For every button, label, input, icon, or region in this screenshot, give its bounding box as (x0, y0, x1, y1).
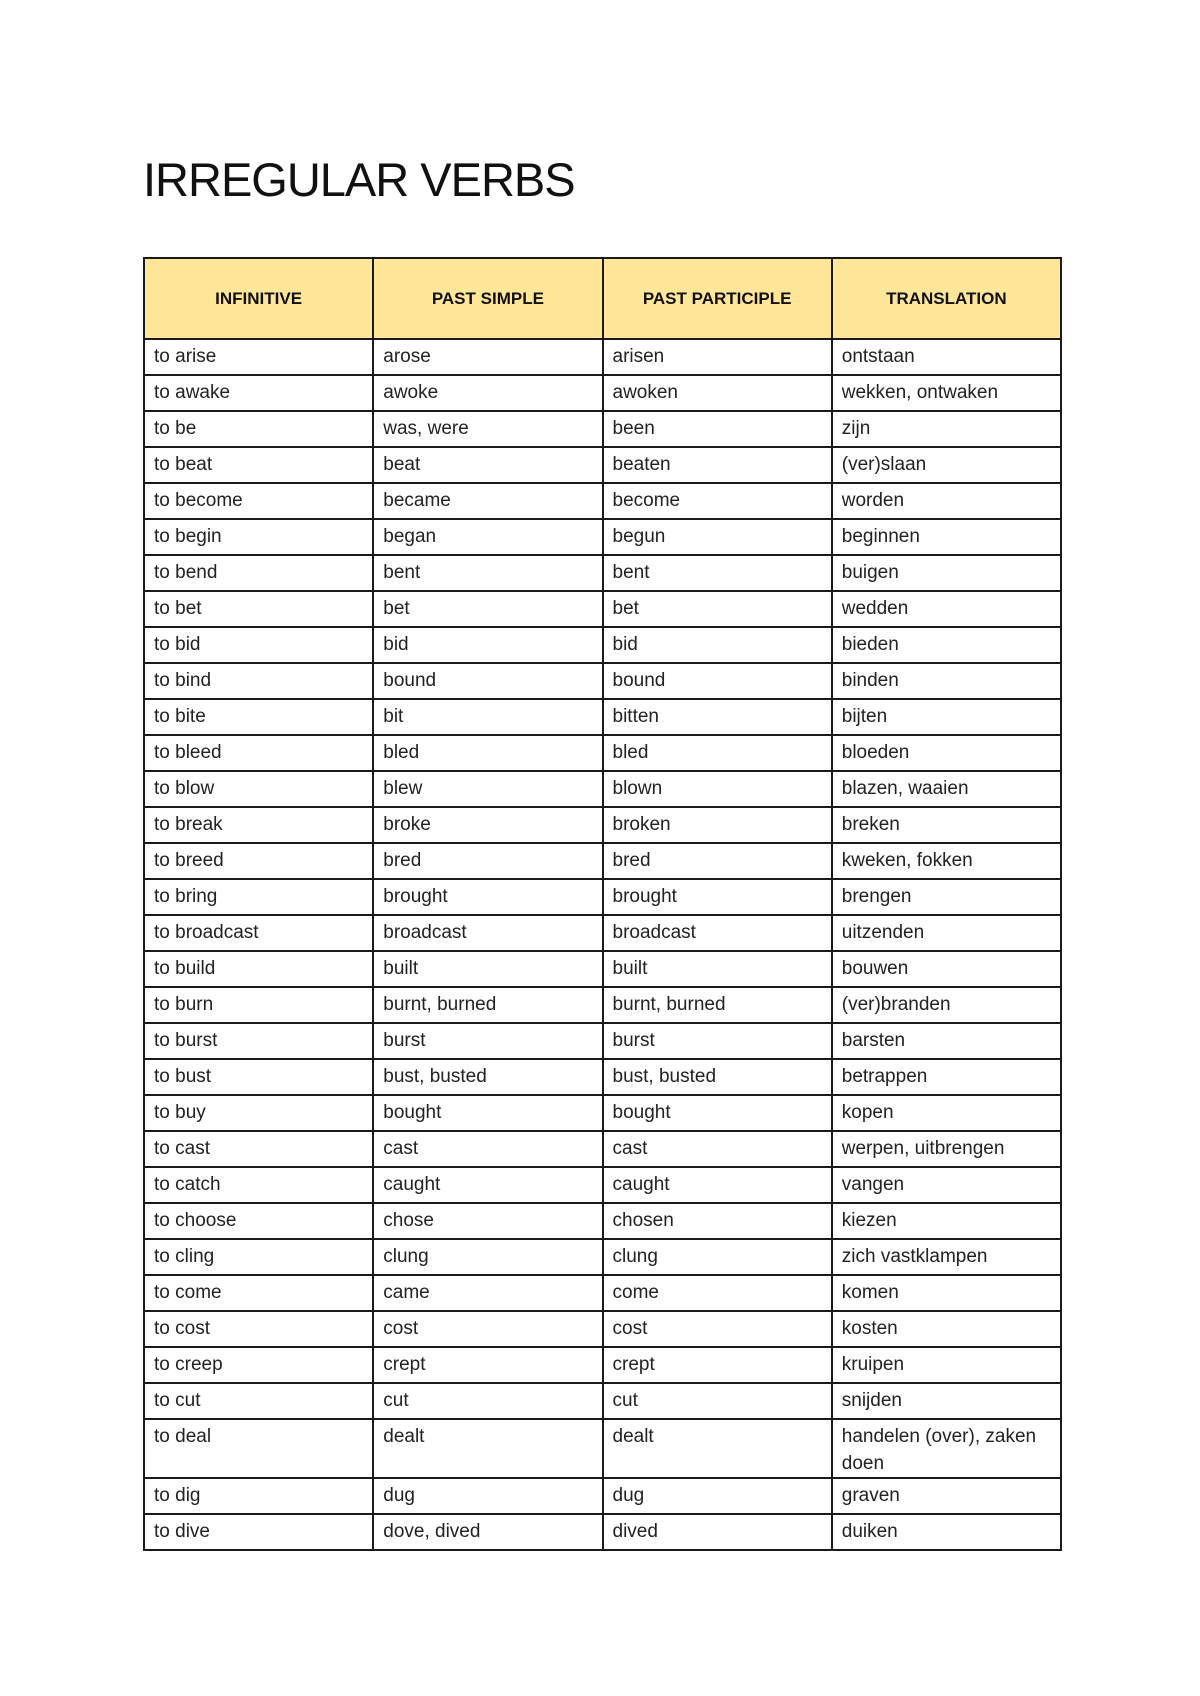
cell-infinitive: to dig (144, 1478, 373, 1514)
cell-past-simple: arose (373, 339, 602, 375)
table-row (144, 735, 1061, 771)
cell-translation: zich vastklampen (832, 1239, 1061, 1275)
table-body (144, 339, 1061, 1550)
cell-translation: werpen, uitbrengen (832, 1131, 1061, 1167)
table-row (144, 663, 1061, 699)
cell-past-simple: bit (373, 699, 602, 735)
cell-translation: duiken (832, 1514, 1061, 1550)
cell-infinitive: to burst (144, 1023, 373, 1059)
cell-infinitive: to bid (144, 627, 373, 663)
cell-past-participle: arisen (603, 339, 832, 375)
table-row (144, 807, 1061, 843)
table-row (144, 1131, 1061, 1167)
cell-past-simple: blew (373, 771, 602, 807)
table-row (144, 1478, 1061, 1514)
cell-translation: kweken, fokken (832, 843, 1061, 879)
table-row (144, 843, 1061, 879)
table-row (144, 1095, 1061, 1131)
cell-past-participle: crept (603, 1347, 832, 1383)
cell-infinitive: to choose (144, 1203, 373, 1239)
cell-translation: kosten (832, 1311, 1061, 1347)
cell-translation: wekken, ontwaken (832, 375, 1061, 411)
cell-infinitive: to cast (144, 1131, 373, 1167)
table-row (144, 1167, 1061, 1203)
cell-infinitive: to breed (144, 843, 373, 879)
table-row (144, 1383, 1061, 1419)
cell-infinitive: to build (144, 951, 373, 987)
cell-past-participle: come (603, 1275, 832, 1311)
cell-infinitive: to cling (144, 1239, 373, 1275)
cell-translation: kopen (832, 1095, 1061, 1131)
cell-past-participle: been (603, 411, 832, 447)
cell-infinitive: to become (144, 483, 373, 519)
cell-past-participle: begun (603, 519, 832, 555)
cell-past-participle: broadcast (603, 915, 832, 951)
cell-infinitive: to bust (144, 1059, 373, 1095)
cell-translation: barsten (832, 1023, 1061, 1059)
table-row (144, 627, 1061, 663)
cell-translation: blazen, waaien (832, 771, 1061, 807)
cell-translation: zijn (832, 411, 1061, 447)
cell-past-participle: awoken (603, 375, 832, 411)
cell-past-simple: bust, busted (373, 1059, 602, 1095)
cell-infinitive: to come (144, 1275, 373, 1311)
cell-past-participle: clung (603, 1239, 832, 1275)
cell-past-simple: burnt, burned (373, 987, 602, 1023)
table-row (144, 1347, 1061, 1383)
cell-past-participle: bid (603, 627, 832, 663)
table-row (144, 771, 1061, 807)
cell-past-participle: become (603, 483, 832, 519)
table-row (144, 699, 1061, 735)
cell-translation: uitzenden (832, 915, 1061, 951)
table-header-row (144, 258, 1061, 339)
cell-past-simple: bled (373, 735, 602, 771)
cell-translation: kruipen (832, 1347, 1061, 1383)
cell-past-participle: dug (603, 1478, 832, 1514)
table-row (144, 375, 1061, 411)
cell-past-participle: bent (603, 555, 832, 591)
cell-past-simple: came (373, 1275, 602, 1311)
cell-past-simple: chose (373, 1203, 602, 1239)
table-row (144, 951, 1061, 987)
cell-infinitive: to catch (144, 1167, 373, 1203)
cell-past-simple: bred (373, 843, 602, 879)
cell-past-participle: chosen (603, 1203, 832, 1239)
cell-translation: (ver)branden (832, 987, 1061, 1023)
cell-infinitive: to bring (144, 879, 373, 915)
table-row (144, 411, 1061, 447)
table-row (144, 987, 1061, 1023)
table-row (144, 339, 1061, 375)
table-row (144, 1059, 1061, 1095)
cell-past-simple: built (373, 951, 602, 987)
cell-past-participle: dived (603, 1514, 832, 1550)
header-translation: TRANSLATION (832, 258, 1061, 339)
cell-past-simple: began (373, 519, 602, 555)
cell-past-simple: bound (373, 663, 602, 699)
cell-translation: worden (832, 483, 1061, 519)
cell-translation: komen (832, 1275, 1061, 1311)
cell-past-simple: became (373, 483, 602, 519)
table-row (144, 1023, 1061, 1059)
cell-infinitive: to bleed (144, 735, 373, 771)
cell-infinitive: to dive (144, 1514, 373, 1550)
cell-past-simple: clung (373, 1239, 602, 1275)
cell-translation: buigen (832, 555, 1061, 591)
cell-translation: vangen (832, 1167, 1061, 1203)
cell-translation: graven (832, 1478, 1061, 1514)
table-row (144, 1275, 1061, 1311)
cell-infinitive: to bite (144, 699, 373, 735)
cell-infinitive: to creep (144, 1347, 373, 1383)
cell-past-participle: bust, busted (603, 1059, 832, 1095)
cell-infinitive: to awake (144, 375, 373, 411)
header-past-simple: PAST SIMPLE (373, 258, 602, 339)
cell-translation: snijden (832, 1383, 1061, 1419)
cell-past-participle: bitten (603, 699, 832, 735)
cell-past-simple: bent (373, 555, 602, 591)
cell-past-participle: cost (603, 1311, 832, 1347)
cell-past-simple: burst (373, 1023, 602, 1059)
cell-infinitive: to beat (144, 447, 373, 483)
cell-translation: brengen (832, 879, 1061, 915)
cell-past-participle: broken (603, 807, 832, 843)
cell-infinitive: to break (144, 807, 373, 843)
cell-past-participle: dealt (603, 1419, 832, 1478)
cell-past-simple: awoke (373, 375, 602, 411)
cell-past-participle: beaten (603, 447, 832, 483)
cell-past-participle: built (603, 951, 832, 987)
cell-infinitive: to begin (144, 519, 373, 555)
cell-infinitive: to broadcast (144, 915, 373, 951)
cell-past-simple: crept (373, 1347, 602, 1383)
cell-past-simple: dug (373, 1478, 602, 1514)
table-row (144, 1239, 1061, 1275)
cell-translation: bouwen (832, 951, 1061, 987)
cell-past-participle: bound (603, 663, 832, 699)
cell-translation: kiezen (832, 1203, 1061, 1239)
cell-past-simple: cut (373, 1383, 602, 1419)
table-row (144, 447, 1061, 483)
cell-past-participle: brought (603, 879, 832, 915)
cell-past-simple: brought (373, 879, 602, 915)
table-row (144, 1203, 1061, 1239)
header-past-participle: PAST PARTICIPLE (603, 258, 832, 339)
table-row (144, 519, 1061, 555)
cell-translation: handelen (over), zaken doen (832, 1419, 1061, 1478)
cell-infinitive: to blow (144, 771, 373, 807)
table-row (144, 591, 1061, 627)
cell-past-participle: bought (603, 1095, 832, 1131)
cell-translation: bloeden (832, 735, 1061, 771)
cell-past-participle: bled (603, 735, 832, 771)
table-row (144, 1311, 1061, 1347)
table-row (144, 1419, 1061, 1478)
cell-infinitive: to be (144, 411, 373, 447)
cell-past-participle: bet (603, 591, 832, 627)
cell-past-simple: bet (373, 591, 602, 627)
header-infinitive: INFINITIVE (144, 258, 373, 339)
cell-translation: wedden (832, 591, 1061, 627)
cell-past-simple: broke (373, 807, 602, 843)
cell-translation: (ver)slaan (832, 447, 1061, 483)
table-row (144, 483, 1061, 519)
cell-infinitive: to burn (144, 987, 373, 1023)
cell-past-simple: cast (373, 1131, 602, 1167)
cell-past-participle: caught (603, 1167, 832, 1203)
cell-translation: ontstaan (832, 339, 1061, 375)
cell-past-participle: blown (603, 771, 832, 807)
cell-past-simple: was, were (373, 411, 602, 447)
cell-past-simple: dove, dived (373, 1514, 602, 1550)
cell-translation: binden (832, 663, 1061, 699)
cell-infinitive: to bet (144, 591, 373, 627)
cell-infinitive: to buy (144, 1095, 373, 1131)
cell-past-participle: burst (603, 1023, 832, 1059)
table-row (144, 1514, 1061, 1550)
cell-translation: betrappen (832, 1059, 1061, 1095)
cell-translation: beginnen (832, 519, 1061, 555)
cell-infinitive: to cost (144, 1311, 373, 1347)
cell-past-simple: beat (373, 447, 602, 483)
cell-past-simple: bid (373, 627, 602, 663)
cell-infinitive: to deal (144, 1419, 373, 1478)
cell-past-participle: cut (603, 1383, 832, 1419)
table-row (144, 915, 1061, 951)
cell-infinitive: to bind (144, 663, 373, 699)
cell-translation: breken (832, 807, 1061, 843)
cell-past-simple: cost (373, 1311, 602, 1347)
cell-past-simple: bought (373, 1095, 602, 1131)
irregular-verbs-table (143, 257, 1062, 1551)
cell-past-simple: broadcast (373, 915, 602, 951)
page-title: IRREGULAR VERBS (143, 153, 575, 206)
cell-infinitive: to cut (144, 1383, 373, 1419)
cell-past-simple: caught (373, 1167, 602, 1203)
cell-translation: bijten (832, 699, 1061, 735)
cell-past-simple: dealt (373, 1419, 602, 1478)
cell-past-participle: burnt, burned (603, 987, 832, 1023)
table-row (144, 555, 1061, 591)
cell-past-participle: cast (603, 1131, 832, 1167)
cell-translation: bieden (832, 627, 1061, 663)
table-row (144, 879, 1061, 915)
cell-past-participle: bred (603, 843, 832, 879)
cell-infinitive: to bend (144, 555, 373, 591)
cell-infinitive: to arise (144, 339, 373, 375)
